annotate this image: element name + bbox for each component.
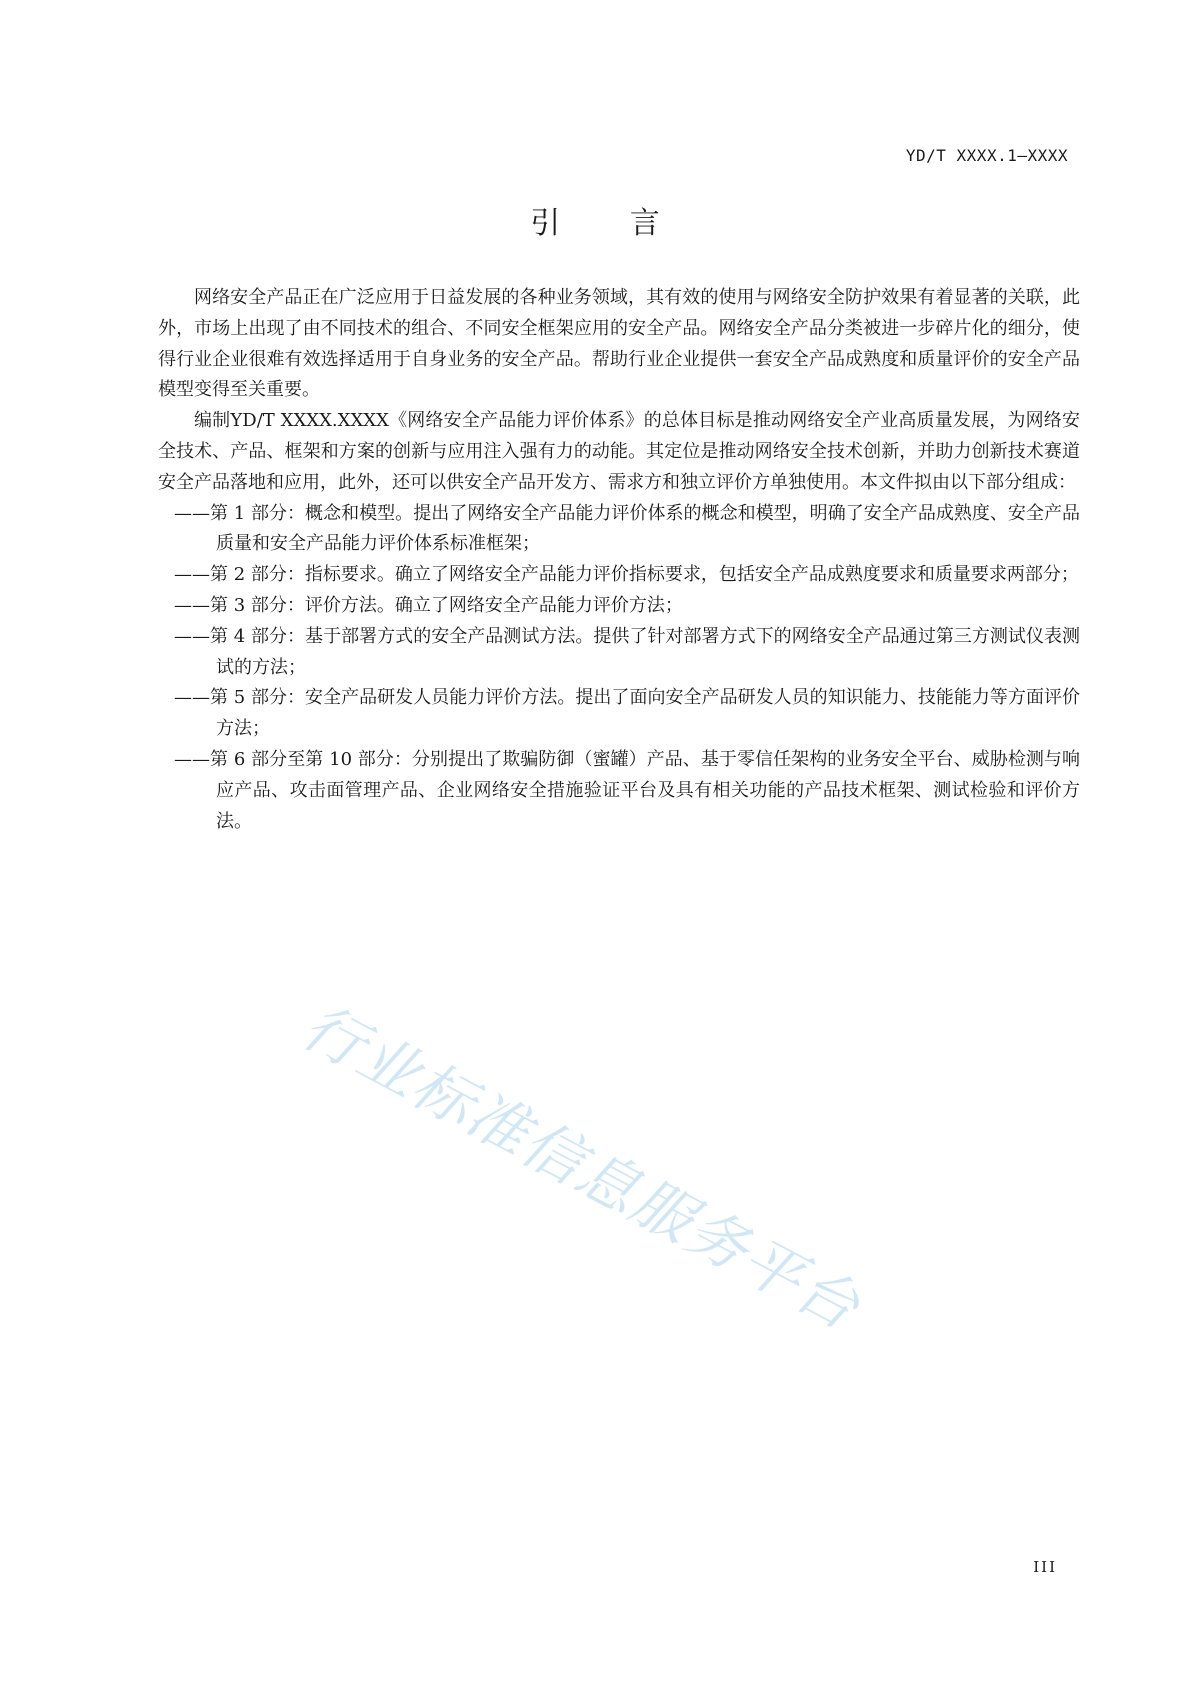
list-item: ——第 4 部分：基于部署方式的安全产品测试方法。提供了针对部署方式下的网络安全产品通过第三方测试仪表测试的方法； bbox=[174, 625, 1080, 678]
watermark-text: 行业标准信息服务平台 bbox=[291, 991, 872, 1345]
paragraph: 编制YD/T XXXX.XXXX《网络安全产品能力评价体系》的总体目标是推动网络安全产业高质量发展，为网络安全技术、产品、框架和方案的创新与应用注入强有力的动能。其定位是推动网络安全技术创新，并助力创新技术赛道安全产品落地和应用，此外，还可以供安全产品开发方、需求方和独立评价方单独使用。本文件拟由以下部分组成： bbox=[158, 410, 1080, 493]
page-number: III bbox=[1033, 1558, 1057, 1576]
document-body bbox=[158, 283, 1080, 837]
list-item: ——第 5 部分：安全产品研发人员能力评价方法。提出了面向安全产品研发人员的知识能力、技能能力等方面评价方法； bbox=[174, 687, 1080, 740]
document-code: YD/T XXXX.1—XXXX bbox=[905, 146, 1068, 165]
list-item: ——第 2 部分：指标要求。确立了网络安全产品能力评价指标要求，包括安全产品成熟度要求和质量要求两部分； bbox=[174, 564, 1079, 586]
list-item: ——第 6 部分至第 10 部分：分别提出了欺骗防御（蜜罐）产品、基于零信任架构的业务安全平台、威胁检测与响应产品、攻击面管理产品、企业网络安全措施验证平台及具有相关功能的产品技术框架、测试检验和评价方法。 bbox=[174, 748, 1080, 832]
list-item: ——第 3 部分：评价方法。确立了网络安全产品能力评价方法； bbox=[174, 594, 683, 616]
list-item: ——第 1 部分：概念和模型。提出了网络安全产品能力评价体系的概念和模型，明确了安全产品成熟度、安全产品质量和安全产品能力评价体系标准框架； bbox=[174, 502, 1080, 555]
paragraph: 网络安全产品正在广泛应用于日益发展的各种业务领域，其有效的使用与网络安全防护效果有着显著的关联，此外，市场上出现了由不同技术的组合、不同安全框架应用的安全产品。网络安全产品分类被进一步碎片化的细分，使得行业企业很难有效选择适用于自身业务的安全产品。帮助行业企业提供一套安全产品成熟度和质量评价的安全产品模型变得至关重要。 bbox=[158, 287, 1080, 401]
page-title: 引 言 bbox=[530, 206, 690, 241]
